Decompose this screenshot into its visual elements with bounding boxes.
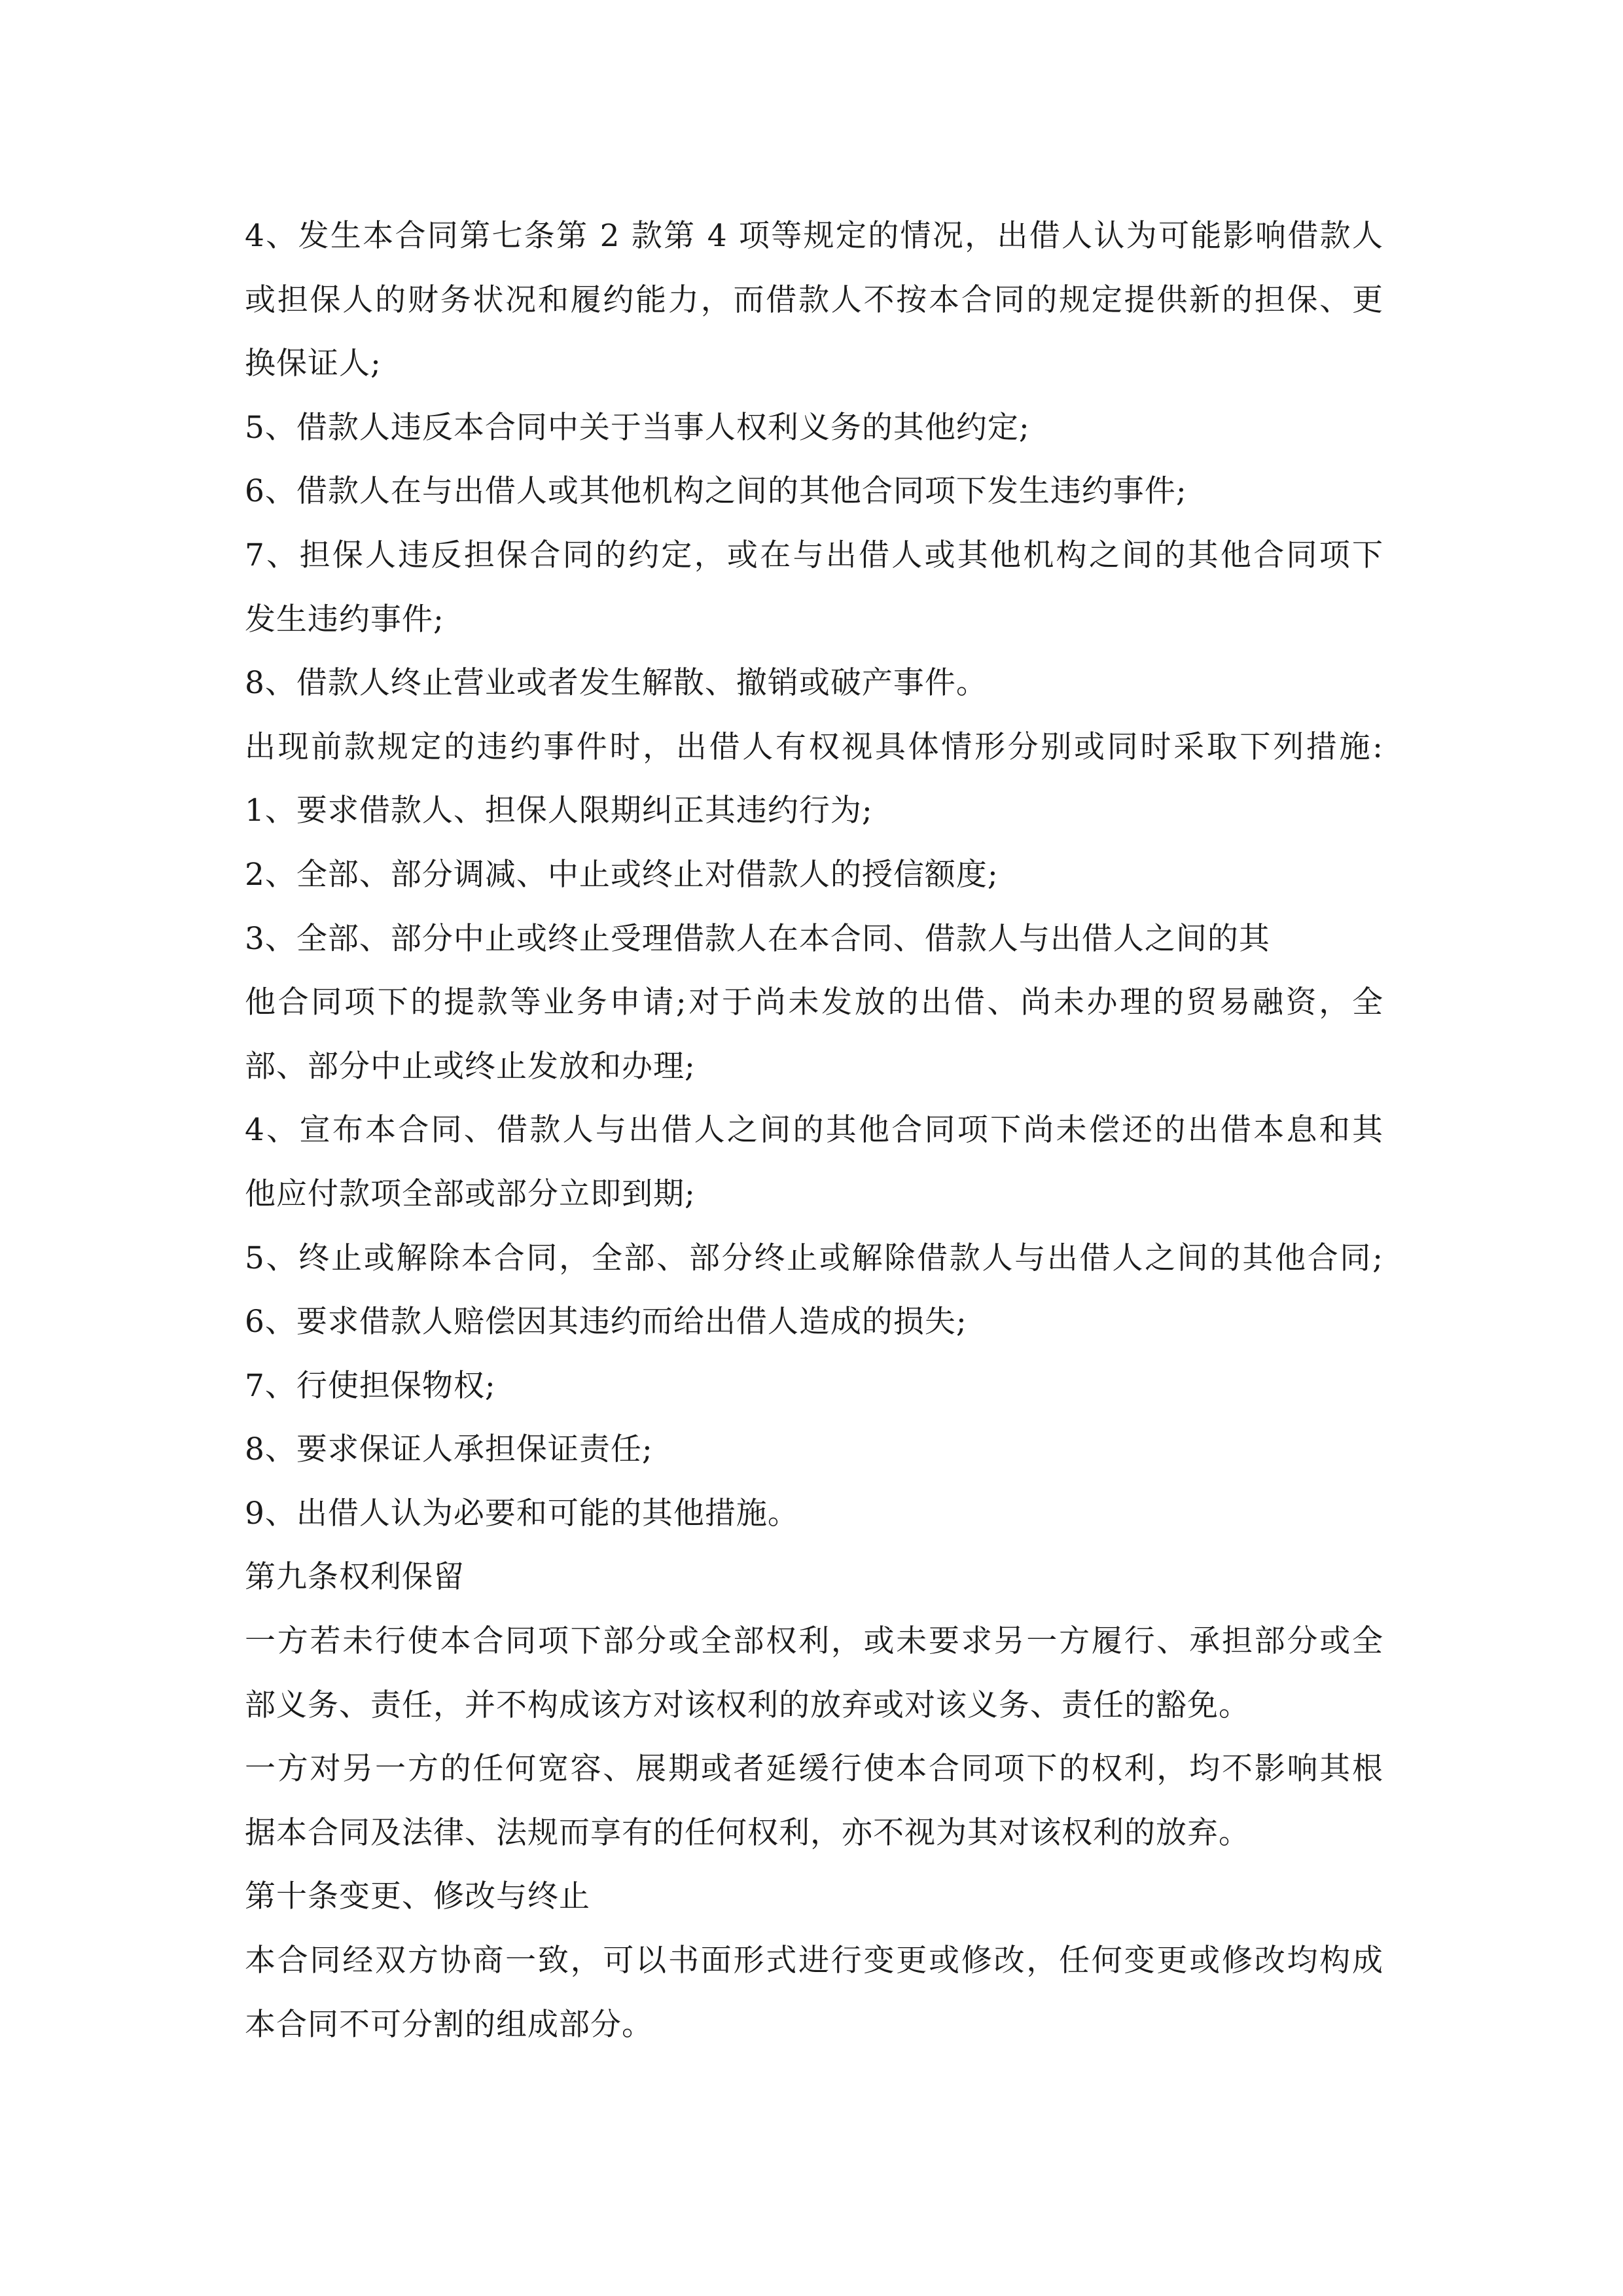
text-line: 7、担保人违反担保合同的约定，或在与出借人或其他机构之间的其他合同项下: [245, 537, 1383, 573]
text-line: 换保证人;: [245, 346, 382, 382]
text-line: 2、全部、部分调减、中止或终止对借款人的授信额度;: [245, 856, 999, 893]
section-heading: 第十条变更、修改与终止: [245, 1878, 590, 1915]
text-line: 9、出借人认为必要和可能的其他措施。: [245, 1495, 799, 1532]
text-line: 一方对另一方的任何宽容、展期或者延缓行使本合同项下的权利，均不影响其根: [245, 1751, 1383, 1787]
text-line: 4、发生本合同第七条第 2 款第 4 项等规定的情况，出借人认为可能影响借款人: [245, 218, 1383, 254]
text-line: 一方若未行使本合同项下部分或全部权利，或未要求另一方履行、承担部分或全: [245, 1623, 1383, 1660]
text-line: 据本合同及法律、法规而享有的任何权利，亦不视为其对该权利的放弃。: [245, 1814, 1250, 1851]
text-line: 4、宣布本合同、借款人与出借人之间的其他合同项下尚未偿还的出借本息和其: [245, 1112, 1383, 1149]
text-line: 3、全部、部分中止或终止受理借款人在本合同、借款人与出借人之间的其: [245, 920, 1270, 957]
document-body: [245, 204, 1383, 2056]
text-line: 他应付款项全部或部分立即到期;: [245, 1175, 696, 1212]
text-line: 发生违约事件;: [245, 601, 444, 637]
text-line: 1、要求借款人、担保人限期纠正其违约行为;: [245, 793, 873, 829]
text-line: 部、部分中止或终止发放和办理;: [245, 1048, 696, 1085]
text-line: 8、借款人终止营业或者发生解散、撤销或破产事件。: [245, 665, 988, 702]
text-line: 8、要求保证人承担保证责任;: [245, 1431, 653, 1468]
text-line: 6、要求借款人赔偿因其违约而给出借人造成的损失;: [245, 1304, 967, 1340]
text-line: 5、借款人违反本合同中关于当事人权利义务的其他约定;: [245, 409, 1030, 446]
text-line: 6、借款人在与出借人或其他机构之间的其他合同项下发生违约事件;: [245, 473, 1187, 510]
section-heading: 第九条权利保留: [245, 1559, 465, 1596]
text-line: 或担保人的财务状况和履约能力，而借款人不按本合同的规定提供新的担保、更: [245, 281, 1383, 318]
text-line: 出现前款规定的违约事件时，出借人有权视具体情形分别或同时采取下列措施:: [245, 728, 1383, 765]
text-line: 他合同项下的提款等业务申请;对于尚未发放的出借、尚未办理的贸易融资，全: [245, 984, 1383, 1021]
text-line: 部义务、责任，并不构成该方对该权利的放弃或对该义务、责任的豁免。: [245, 1687, 1250, 1723]
text-line: 7、行使担保物权;: [245, 1367, 496, 1404]
text-line: 5、终止或解除本合同，全部、部分终止或解除借款人与出借人之间的其他合同;: [245, 1240, 1383, 1276]
text-line: 本合同经双方协商一致，可以书面形式进行变更或修改，任何变更或修改均构成: [245, 1943, 1383, 1979]
text-line: 本合同不可分割的组成部分。: [245, 2006, 653, 2043]
